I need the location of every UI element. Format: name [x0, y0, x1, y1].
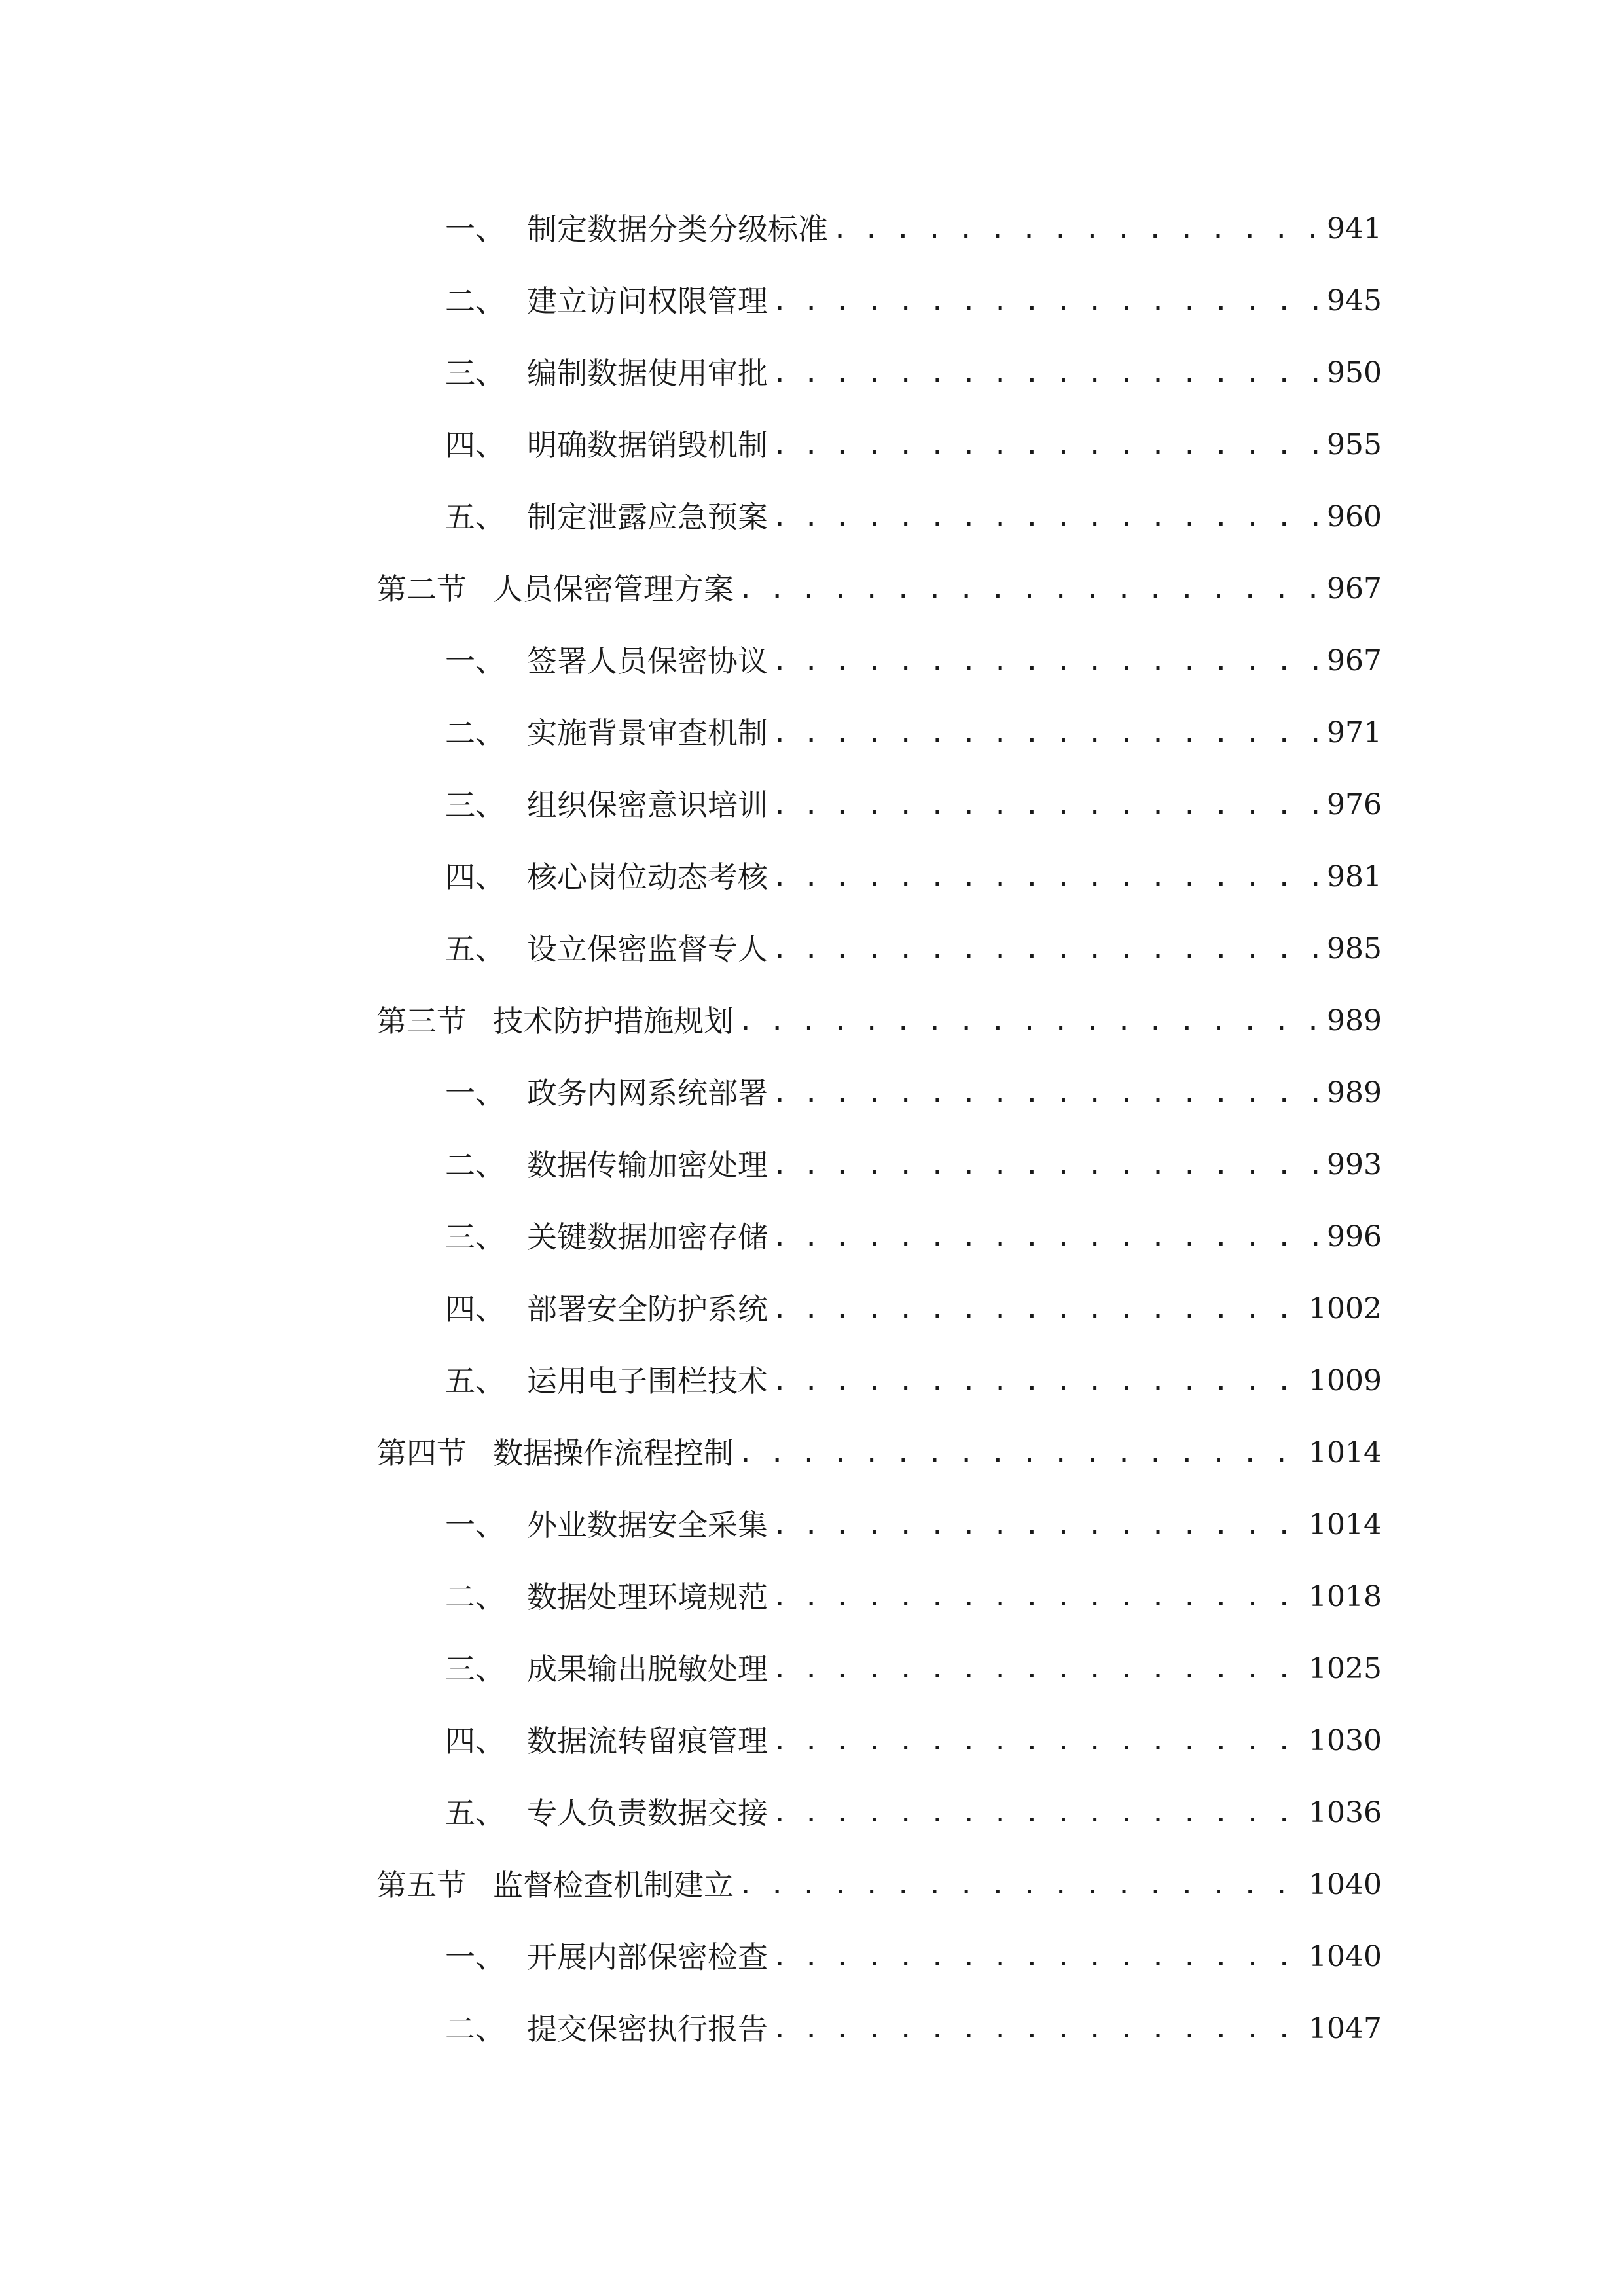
toc-entry-page: 1030 — [1308, 1724, 1382, 1757]
toc-entry-number: 一、 — [445, 211, 505, 247]
toc-entry-number: 四、 — [445, 427, 505, 463]
toc-entry-page: 1025 — [1308, 1652, 1382, 1685]
toc-entry[interactable] — [445, 2003, 1382, 2055]
toc-entry[interactable] — [445, 851, 1382, 903]
toc-dot-leader — [772, 2003, 1299, 2055]
toc-section-number: 第五节 — [376, 1867, 467, 1903]
toc-entry-page: 955 — [1327, 428, 1382, 461]
toc-entry-page: 989 — [1327, 1004, 1382, 1037]
toc-entry-page: 1018 — [1308, 1580, 1382, 1613]
toc-entry-page: 967 — [1327, 572, 1382, 605]
toc-dot-leader — [772, 275, 1318, 327]
toc-entry-title: 明确数据销毁机制 — [527, 427, 768, 463]
toc-section-number: 第二节 — [376, 571, 467, 607]
toc-entry-title: 政务内网系统部署 — [527, 1075, 768, 1111]
toc-entry[interactable] — [445, 491, 1382, 543]
toc-dot-leader — [772, 851, 1318, 903]
toc-entry-page: 1040 — [1308, 1868, 1382, 1901]
toc-entry[interactable] — [445, 707, 1382, 759]
toc-entry[interactable] — [445, 1643, 1382, 1695]
toc-section-title: 数据操作流程控制 — [493, 1435, 734, 1471]
toc-entry[interactable] — [445, 1139, 1382, 1191]
toc-entry-number: 四、 — [445, 1291, 505, 1327]
toc-dot-leader — [772, 1931, 1299, 1983]
toc-section-entry[interactable] — [376, 995, 1382, 1047]
toc-entry-page: 1047 — [1308, 2012, 1382, 2045]
toc-entry-number: 五、 — [445, 1363, 505, 1399]
toc-dot-leader — [772, 635, 1318, 687]
toc-entry-title: 建立访问权限管理 — [527, 283, 768, 319]
toc-entry-number: 四、 — [445, 859, 505, 895]
toc-entry[interactable] — [445, 347, 1382, 399]
toc-dot-leader — [832, 203, 1318, 255]
toc-entry-title: 部署安全防护系统 — [527, 1291, 768, 1327]
toc-entry-number: 一、 — [445, 643, 505, 679]
toc-entry-page: 1014 — [1308, 1508, 1382, 1541]
toc-entry-number: 二、 — [445, 1147, 505, 1183]
toc-entry-page: 1036 — [1308, 1796, 1382, 1829]
toc-entry-page: 960 — [1327, 500, 1382, 533]
toc-entry-title: 提交保密执行报告 — [527, 2011, 768, 2047]
toc-entry[interactable] — [445, 1355, 1382, 1407]
toc-entry-page: 985 — [1327, 932, 1382, 965]
toc-entry-title: 实施背景审查机制 — [527, 715, 768, 751]
toc-dot-leader — [772, 347, 1318, 399]
toc-dot-leader — [738, 1859, 1299, 1911]
toc-entry-title: 设立保密监督专人 — [527, 931, 768, 967]
toc-entry-number: 二、 — [445, 2011, 505, 2047]
toc-entry-number: 五、 — [445, 499, 505, 535]
toc-dot-leader — [772, 1499, 1299, 1551]
toc-entry-title: 关键数据加密存储 — [527, 1219, 768, 1255]
toc-entry-title: 签署人员保密协议 — [527, 643, 768, 679]
toc-entry-number: 三、 — [445, 355, 505, 391]
toc-entry-number: 五、 — [445, 1795, 505, 1831]
toc-entry-number: 三、 — [445, 787, 505, 823]
toc-entry-page: 996 — [1327, 1220, 1382, 1253]
toc-section-entry[interactable] — [376, 1427, 1382, 1479]
toc-entry-title: 编制数据使用审批 — [527, 355, 768, 391]
toc-entry-page: 950 — [1327, 356, 1382, 389]
toc-section-entry[interactable] — [376, 563, 1382, 615]
toc-entry[interactable] — [445, 779, 1382, 831]
toc-dot-leader — [772, 1715, 1299, 1767]
toc-entry-page: 976 — [1327, 788, 1382, 821]
toc-entry[interactable] — [445, 275, 1382, 327]
toc-entry-page: 967 — [1327, 644, 1382, 677]
toc-dot-leader — [772, 1643, 1299, 1695]
toc-entry-page: 971 — [1327, 716, 1382, 749]
toc-entry-number: 三、 — [445, 1651, 505, 1687]
toc-entry-page: 993 — [1327, 1148, 1382, 1181]
toc-entry-number: 一、 — [445, 1507, 505, 1543]
toc-dot-leader — [772, 491, 1318, 543]
toc-entry-title: 成果输出脱敏处理 — [527, 1651, 768, 1687]
toc-entry-number: 二、 — [445, 283, 505, 319]
toc-dot-leader — [738, 563, 1318, 615]
toc-entry[interactable] — [445, 1211, 1382, 1263]
toc-entry-page: 989 — [1327, 1076, 1382, 1109]
toc-entry-page: 941 — [1327, 212, 1382, 245]
toc-entry-number: 二、 — [445, 715, 505, 751]
toc-entry-title: 数据流转留痕管理 — [527, 1723, 768, 1759]
toc-dot-leader — [772, 1355, 1299, 1407]
toc-entry[interactable] — [445, 1283, 1382, 1335]
toc-entry-title: 核心岗位动态考核 — [527, 859, 768, 895]
toc-entry-title: 制定数据分类分级标准 — [527, 211, 828, 247]
toc-dot-leader — [772, 1283, 1299, 1335]
toc-entry[interactable] — [445, 1715, 1382, 1767]
toc-dot-leader — [738, 1427, 1299, 1479]
toc-dot-leader — [772, 1067, 1318, 1119]
toc-section-title: 人员保密管理方案 — [493, 571, 734, 607]
toc-section-title: 监督检查机制建立 — [493, 1867, 734, 1903]
toc-entry-page: 1040 — [1308, 1940, 1382, 1973]
toc-dot-leader — [772, 1139, 1318, 1191]
toc-entry-title: 开展内部保密检查 — [527, 1939, 768, 1975]
toc-entry-title: 数据传输加密处理 — [527, 1147, 768, 1183]
toc-entry-title: 组织保密意识培训 — [527, 787, 768, 823]
toc-entry-page: 1009 — [1308, 1364, 1382, 1397]
toc-entry-title: 外业数据安全采集 — [527, 1507, 768, 1543]
toc-section-entry[interactable] — [376, 1859, 1382, 1911]
toc-dot-leader — [772, 1211, 1318, 1263]
toc-entry-number: 一、 — [445, 1075, 505, 1111]
toc-entry-title: 专人负责数据交接 — [527, 1795, 768, 1831]
toc-dot-leader — [772, 1571, 1299, 1623]
toc-entry-number: 一、 — [445, 1939, 505, 1975]
toc-dot-leader — [772, 419, 1318, 471]
toc-entry-title: 数据处理环境规范 — [527, 1579, 768, 1615]
toc-entry-number: 五、 — [445, 931, 505, 967]
toc-dot-leader — [738, 995, 1318, 1047]
toc-entry-page: 1002 — [1308, 1292, 1382, 1325]
toc-entry[interactable] — [445, 1499, 1382, 1551]
toc-dot-leader — [772, 779, 1318, 831]
toc-entry[interactable] — [445, 1067, 1382, 1119]
toc-entry-number: 二、 — [445, 1579, 505, 1615]
toc-dot-leader — [772, 923, 1318, 975]
toc-entry-title: 制定泄露应急预案 — [527, 499, 768, 535]
toc-section-number: 第四节 — [376, 1435, 467, 1471]
toc-entry-page: 981 — [1327, 860, 1382, 893]
toc-entry-page: 1014 — [1308, 1436, 1382, 1469]
toc-entry-number: 三、 — [445, 1219, 505, 1255]
toc-section-title: 技术防护措施规划 — [493, 1003, 734, 1039]
toc-dot-leader — [772, 1787, 1299, 1839]
toc-entry[interactable] — [445, 635, 1382, 687]
toc-entry-page: 945 — [1327, 284, 1382, 317]
toc-entry[interactable] — [445, 923, 1382, 975]
toc-entry-number: 四、 — [445, 1723, 505, 1759]
toc-entry[interactable] — [445, 1787, 1382, 1839]
toc-entry[interactable] — [445, 1571, 1382, 1623]
toc-dot-leader — [772, 707, 1318, 759]
toc-entry-title: 运用电子围栏技术 — [527, 1363, 768, 1399]
toc-entry[interactable] — [445, 203, 1382, 255]
toc-section-number: 第三节 — [376, 1003, 467, 1039]
toc-entry[interactable] — [445, 419, 1382, 471]
toc-entry[interactable] — [445, 1931, 1382, 1983]
